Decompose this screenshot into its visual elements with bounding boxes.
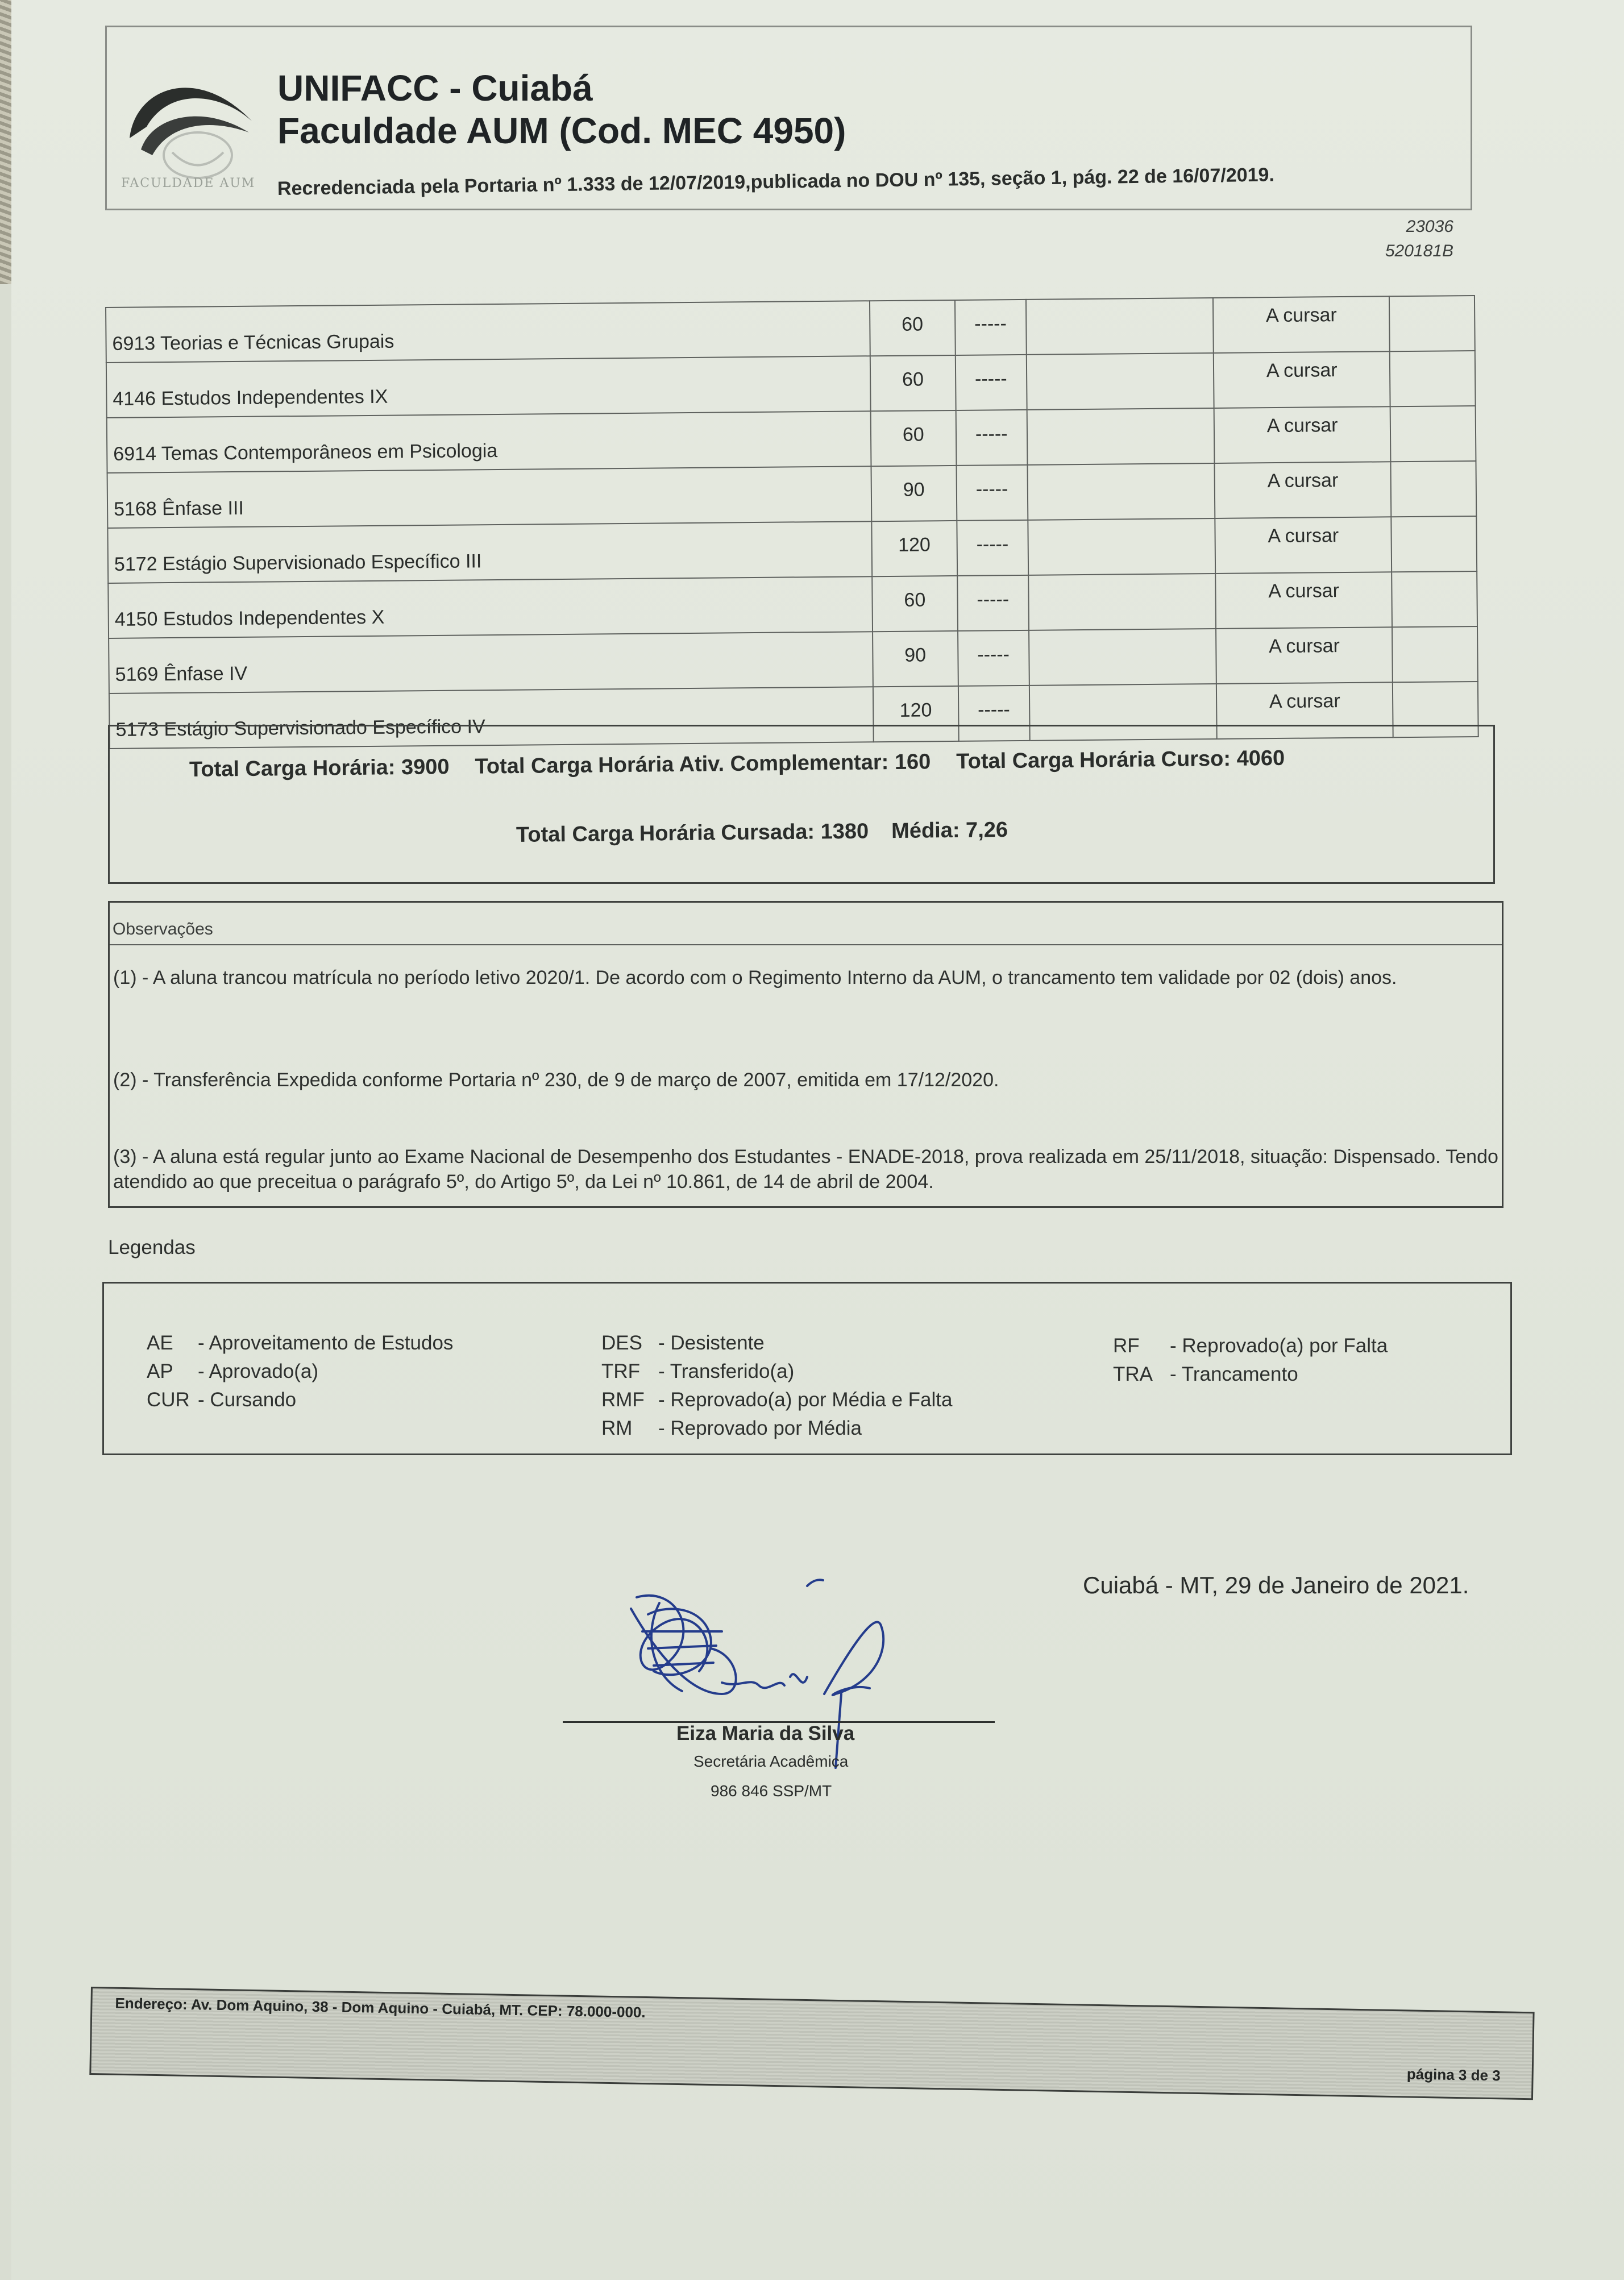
course-blank-cell xyxy=(1028,518,1215,575)
institution-logo-icon xyxy=(118,53,260,189)
course-extra-cell xyxy=(1390,351,1476,406)
course-extra-cell xyxy=(1389,296,1475,351)
course-grade: ----- xyxy=(956,410,1027,466)
course-status: A cursar xyxy=(1215,462,1392,518)
reference-code-2: 520181B xyxy=(1385,242,1453,260)
course-blank-cell xyxy=(1026,353,1214,410)
logo-caption: FACULDADE AUM xyxy=(121,176,256,190)
course-name: 5169 Ênfase IV xyxy=(109,632,873,693)
course-grade: ----- xyxy=(955,300,1027,355)
course-grade: ----- xyxy=(956,465,1028,521)
legend-item xyxy=(601,1386,952,1414)
document-page xyxy=(11,0,1624,2280)
course-status: A cursar xyxy=(1214,351,1390,408)
course-extra-cell xyxy=(1390,406,1476,462)
media: Média: 7,26 xyxy=(891,817,1008,844)
course-grade: ----- xyxy=(956,355,1027,410)
course-grade: ----- xyxy=(957,520,1028,576)
course-hours: 60 xyxy=(870,300,956,356)
legend-description: - Desistente xyxy=(658,1332,765,1354)
legend-description: - Aprovado(a) xyxy=(198,1360,319,1382)
total-carga-cursada: Total Carga Horária Cursada: 1380 xyxy=(516,819,869,847)
course-hours: 60 xyxy=(870,355,956,411)
legend-item xyxy=(147,1329,453,1357)
course-hours: 90 xyxy=(871,466,957,521)
legend-title: Legendas xyxy=(108,1236,196,1259)
observations-title: Observações xyxy=(110,903,1502,945)
course-name: 5172 Estágio Supervisionado Específico III xyxy=(107,521,872,583)
legend-item xyxy=(147,1386,453,1414)
course-grade: ----- xyxy=(957,575,1029,631)
course-extra-cell xyxy=(1391,516,1477,572)
course-hours: 90 xyxy=(873,631,958,687)
course-blank-cell xyxy=(1026,298,1214,355)
total-carga-curso: Total Carga Horária Curso: 4060 xyxy=(956,746,1285,774)
course-table xyxy=(105,295,1479,749)
legend-column-1 xyxy=(147,1329,453,1414)
observation-1: (1) - A aluna trancou matrícula no período letivo 2020/1. De acordo com o Regimento Interno da AUM, o trancamento tem validade por 02 (dois) anos. xyxy=(113,967,1397,989)
issue-date: Cuiabá - MT, 29 de Janeiro de 2021. xyxy=(1083,1572,1469,1598)
observation-3: (3) - A aluna está regular junto ao Exame Nacional de Desempenho dos Estudantes - ENADE-2018, prova realizada em 25/11/2018, situação: Dispensado. Tendo atendido ao que preceitua o parágrafo 5º, do Artigo 5º, da Lei nº 10.861, de 14 de abril de 2004. xyxy=(113,1146,1498,1193)
course-blank-cell xyxy=(1029,629,1216,686)
course-blank-cell xyxy=(1028,574,1216,630)
legend-code: AE xyxy=(147,1332,173,1354)
legend-item xyxy=(601,1329,952,1357)
legend-code: DES xyxy=(601,1332,642,1354)
course-status: A cursar xyxy=(1214,406,1391,463)
legend-item xyxy=(1113,1360,1388,1389)
legend-description: - Reprovado(a) por Falta xyxy=(1170,1335,1388,1357)
legend-item xyxy=(601,1357,952,1386)
course-status: A cursar xyxy=(1215,517,1392,574)
footer-address: Endereço: Av. Dom Aquino, 38 - Dom Aquino - Cuiabá, MT. CEP: 78.000-000. xyxy=(115,1994,646,2021)
course-hours: 120 xyxy=(873,686,959,742)
legend-column-3 xyxy=(1113,1332,1388,1389)
observations-box xyxy=(108,901,1503,1208)
legend-code: RM xyxy=(601,1417,633,1439)
course-name: 4146 Estudos Independentes IX xyxy=(106,356,871,418)
totals-box xyxy=(108,725,1495,884)
totals-line-2 xyxy=(516,818,1031,848)
legend-code: RMF xyxy=(601,1389,645,1411)
course-hours: 60 xyxy=(870,410,956,466)
legend-box xyxy=(102,1282,1512,1455)
course-name: 6914 Temas Contemporâneos em Psicologia xyxy=(107,411,871,473)
legend-description: - Aproveitamento de Estudos xyxy=(198,1332,454,1354)
total-carga-horaria: Total Carga Horária: 3900 xyxy=(189,755,450,782)
faculty-name: Faculdade AUM (Cod. MEC 4950) xyxy=(277,110,846,151)
accreditation-decree: Recredenciada pela Portaria nº 1.333 de 12/07/2019,publicada no DOU nº 135, seção 1, pág. 22 de 16/07/2019. xyxy=(277,164,1275,200)
course-name: 5168 Ênfase III xyxy=(107,466,872,528)
legend-column-2 xyxy=(601,1329,952,1443)
legend-code: CUR xyxy=(147,1389,190,1411)
legend-code: AP xyxy=(147,1360,173,1382)
signer-title: Secretária Acadêmica xyxy=(693,1752,849,1770)
legend-description: - Trancamento xyxy=(1170,1363,1298,1385)
legend-code: RF xyxy=(1113,1335,1140,1357)
course-status: A cursar xyxy=(1216,627,1393,684)
course-grade: ----- xyxy=(958,686,1030,741)
legend-code: TRF xyxy=(601,1360,641,1382)
reference-code-1: 23036 xyxy=(1406,217,1453,236)
footer xyxy=(89,1987,1534,2100)
course-blank-cell xyxy=(1027,408,1214,465)
legend-description: - Transferido(a) xyxy=(658,1360,795,1382)
course-extra-cell xyxy=(1392,571,1477,627)
legend-description: - Reprovado por Média xyxy=(658,1417,862,1439)
course-grade: ----- xyxy=(958,630,1029,686)
course-status: A cursar xyxy=(1216,682,1393,739)
signer-id: 986 846 SSP/MT xyxy=(711,1782,832,1800)
course-extra-cell xyxy=(1391,461,1477,517)
legend-description: - Reprovado(a) por Média e Falta xyxy=(658,1389,953,1411)
course-hours: 120 xyxy=(871,521,957,576)
legend-description: - Cursando xyxy=(198,1389,297,1411)
totals-line-1 xyxy=(189,746,1311,782)
course-name: 5173 Estágio Supervisionado Específico IV xyxy=(109,687,874,749)
institution-header xyxy=(105,26,1472,210)
observation-2: (2) - Transferência Expedida conforme Portaria nº 230, de 9 de março de 2007, emitida em 17/12/2020. xyxy=(113,1069,999,1091)
legend-item xyxy=(601,1414,952,1443)
course-status: A cursar xyxy=(1213,296,1390,353)
legend-code: TRA xyxy=(1113,1363,1153,1385)
legend-item xyxy=(147,1357,453,1386)
page-number: página 3 de 3 xyxy=(1406,2065,1501,2084)
course-status: A cursar xyxy=(1215,572,1392,629)
signer-name: Eiza Maria da Silva xyxy=(676,1722,855,1745)
course-blank-cell xyxy=(1027,463,1215,520)
total-ativ-complementar: Total Carga Horária Ativ. Complementar: 160 xyxy=(475,750,931,779)
course-name: 6913 Teorias e Técnicas Grupais xyxy=(106,301,870,363)
legend-item xyxy=(1113,1332,1388,1360)
course-extra-cell xyxy=(1392,626,1478,682)
institution-name: UNIFACC - Cuiabá xyxy=(277,68,593,109)
course-name: 4150 Estudos Independentes X xyxy=(108,576,873,638)
course-hours: 60 xyxy=(872,576,958,632)
